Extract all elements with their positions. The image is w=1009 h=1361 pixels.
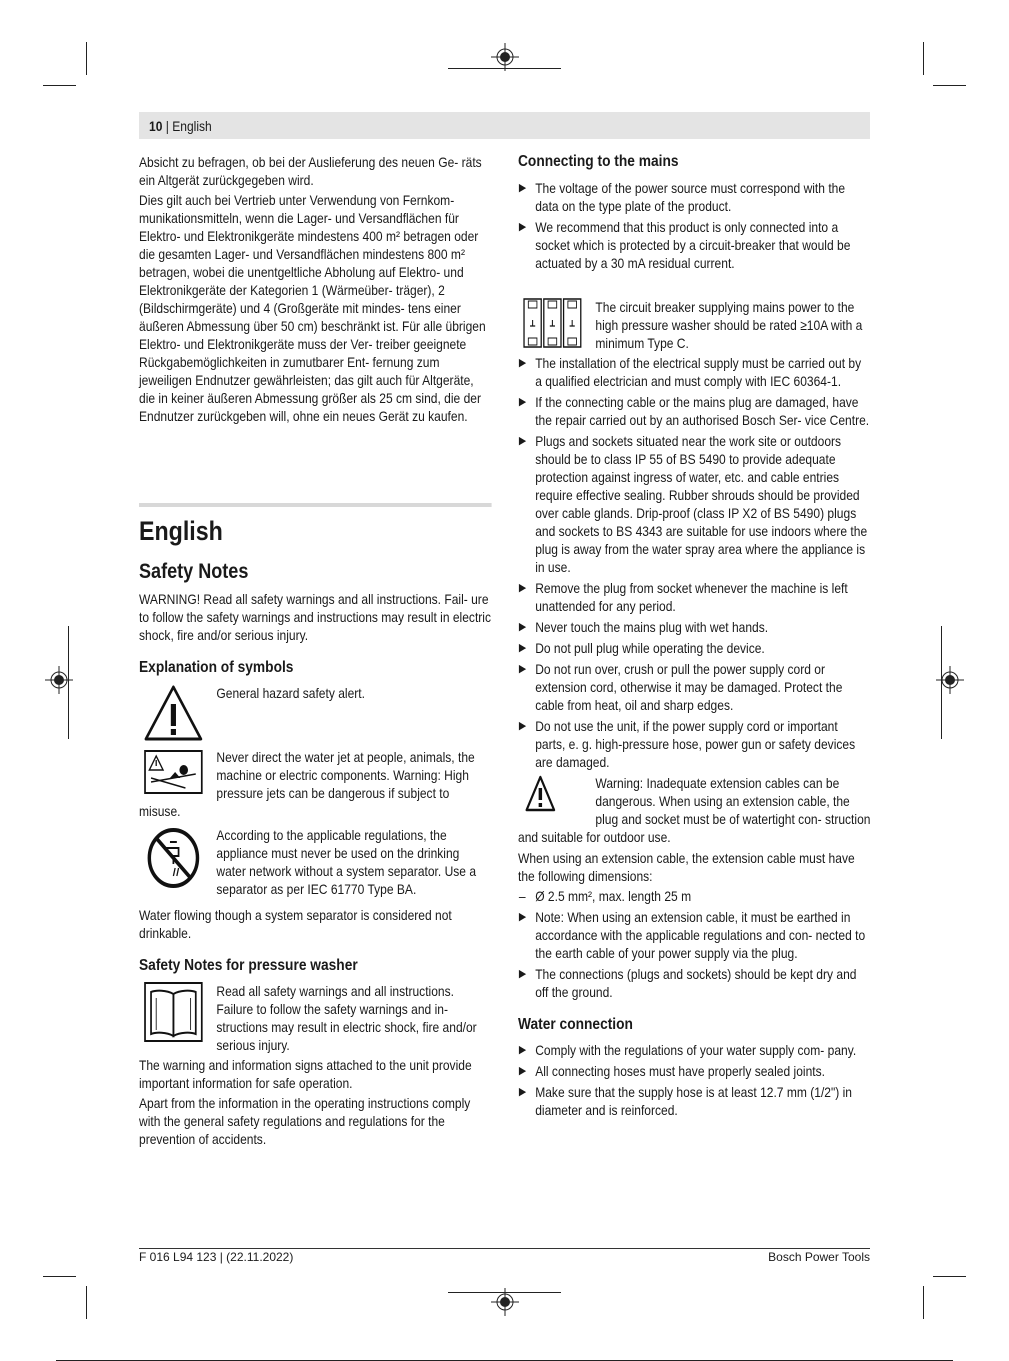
- bullet-item: [518, 1062, 871, 1080]
- water-bullet-list: [518, 1041, 871, 1119]
- symbol-text: Never direct the water jet at people, animals, the machine or electric components. Warning: High pressure jets can be dangerous if subject to misuse.: [139, 749, 475, 819]
- extension-dimensions-intro: When using an extension cable, the extension cable must have the following dimensions:: [518, 850, 855, 884]
- bullet-arrow-icon: ▶: [518, 720, 527, 732]
- page-number: 10: [149, 118, 163, 134]
- symbol-row: [139, 826, 492, 898]
- bullet-text: We recommend that this product is only connected into a socket which is protected by a circuit-breaker that would be actuated by a 30 mA residual current.: [535, 219, 851, 271]
- bullet-text: Do not run over, crush or pull the power supply cord or extension cord, otherwise it may be damaged. Protect the cable from heat, oil and sharp edges.: [535, 661, 843, 713]
- bullet-item: [518, 432, 871, 576]
- bullet-item: [518, 579, 871, 615]
- symbol-row: [139, 982, 492, 1054]
- pressure-washer-heading: Safety Notes for pressure washer: [139, 957, 358, 974]
- symbol-row: [139, 748, 492, 820]
- bullet-arrow-icon: ▶: [518, 182, 527, 194]
- header-language: English: [172, 118, 212, 134]
- bullet-arrow-icon: ▶: [518, 911, 527, 923]
- safety-notes-title: Safety Notes: [139, 560, 249, 583]
- bullet-item: [518, 218, 871, 272]
- left-column: [139, 150, 491, 1148]
- header-separator: |: [162, 118, 173, 134]
- bullet-text: Comply with the regulations of your water supply com- pany.: [535, 1042, 857, 1058]
- bullet-item: [518, 717, 871, 771]
- warning-triangle-icon: [518, 774, 587, 814]
- bullet-arrow-icon: ▶: [518, 221, 527, 233]
- electrical-bullet-list: [518, 354, 871, 771]
- bullet-text: The installation of the electrical supply must be carried out by a qualified electrician and must comply with IEC 60364-1.: [535, 355, 862, 389]
- bullet-text: Do not use the unit, if the power supply cord or important parts, e. g. high-pressure hose, power gun or safety devices are damaged.: [535, 718, 856, 770]
- bullet-arrow-icon: ▶: [518, 642, 527, 654]
- bullet-arrow-icon: ▶: [518, 582, 527, 594]
- bullet-arrow-icon: ▶: [518, 1044, 527, 1056]
- dimension-item: – Ø 2.5 mm², max. length 25 m: [518, 888, 692, 904]
- bullet-arrow-icon: ▶: [518, 968, 527, 980]
- extension-warning: Warning: Inadequate extension cables can be dangerous. When using an extension cable, the plug and socket must be of watertight con- struction and suitable for outdoor use.: [518, 775, 871, 845]
- closing-paragraph: Apart from the information in the operating instructions comply with the general safety regulations and regulations for the prevention of accidents.: [139, 1095, 471, 1147]
- bullet-arrow-icon: ▶: [518, 435, 527, 447]
- water-jet-warning-icon: [139, 748, 208, 796]
- bullet-item: [518, 660, 871, 714]
- bullet-arrow-icon: ▶: [518, 357, 527, 369]
- bullet-item: [518, 354, 871, 390]
- bullet-arrow-icon: ▶: [518, 396, 527, 408]
- closing-paragraph: The warning and information signs attached to the unit provide important information for safe operation.: [139, 1057, 472, 1091]
- manual-text: Read all safety warnings and all instructions. Failure to follow the safety warnings and in- structions may result in electric shock, fire and/or serious injury.: [216, 983, 477, 1053]
- extension-warning-row: [518, 774, 871, 846]
- bullet-text: Do not pull plug while operating the device.: [535, 640, 765, 656]
- earthing-bullet-list: [518, 908, 871, 1001]
- bullet-text: All connecting hoses must have properly sealed joints.: [535, 1063, 825, 1079]
- mains-heading: Connecting to the mains: [518, 153, 679, 170]
- registration-mark-icon: [45, 666, 73, 694]
- bullet-arrow-icon: ▶: [518, 663, 527, 675]
- water-note: Water flowing though a system separator is considered not drinkable.: [139, 907, 452, 941]
- circuit-breaker-icon: [518, 298, 587, 348]
- intro-paragraph: Absicht zu befragen, ob bei der Auslieferung des neuen Ge- räts ein Altgerät zurückgegeben wird.: [139, 154, 482, 188]
- warning-text: WARNING! Read all safety warnings and all instructions. Fail- ure to follow the safety warnings and instructions may result in electric shock, fire and/or serious injury.: [139, 591, 491, 643]
- symbol-text: General hazard safety alert.: [216, 685, 365, 701]
- bullet-item: [518, 1083, 871, 1119]
- section-divider: [139, 503, 492, 507]
- mains-bullet-list: [518, 179, 871, 272]
- symbol-row: [139, 684, 492, 742]
- no-drinking-water-icon: [139, 826, 208, 890]
- bullet-item: [518, 393, 871, 429]
- footer-document-id: F 016 L94 123 | (22.11.2022): [139, 1250, 294, 1264]
- symbols-heading: Explanation of symbols: [139, 659, 294, 676]
- bullet-text: If the connecting cable or the mains plug are damaged, have the repair carried out by an authorised Bosch Ser- vice Centre.: [535, 394, 870, 428]
- hazard-triangle-icon: [139, 684, 208, 742]
- bullet-text: Plugs and sockets situated near the work site or outdoors should be to class IP 55 of BS 5490 to provide adequate protection against ingress of water, etc. and cable entries require effective sealing. Rubber shrouds should be provided over cable glands. Drip-proof (class IP X2 of BS 5490) plugs and sockets to BS 4343 are suitable for use indoors where the plug is away from the water spray area where the appliance is in use.: [535, 433, 868, 575]
- breaker-row: [518, 298, 871, 352]
- header-text: [149, 117, 212, 135]
- page-header: [139, 112, 870, 139]
- bullet-arrow-icon: ▶: [518, 1086, 527, 1098]
- bullet-item: [518, 1041, 871, 1059]
- breaker-text: The circuit breaker supplying mains power to the high pressure washer should be rated ≥10A with a minimum Type C.: [595, 299, 863, 351]
- dimension-text: Ø 2.5 mm², max. length 25 m: [535, 888, 692, 904]
- bullet-text: Note: When using an extension cable, it must be earthed in accordance with the applicable regulations and con- nected to the earth cable of your power supply via the plug.: [535, 909, 866, 961]
- bullet-text: The voltage of the power source must correspond with the data on the type plate of the product.: [535, 180, 846, 214]
- section-title: English: [139, 516, 223, 546]
- registration-mark-icon: [936, 666, 964, 694]
- bullet-text: Make sure that the supply hose is at least 12.7 mm (1/2") in diameter and is reinforced.: [535, 1084, 853, 1118]
- bullet-item: [518, 639, 871, 657]
- footer-brand: Bosch Power Tools: [768, 1250, 870, 1264]
- registration-mark-icon: [491, 43, 519, 71]
- registration-mark-icon: [491, 1288, 519, 1316]
- right-column: [518, 150, 870, 1122]
- bullet-item: [518, 618, 871, 636]
- bullet-item: [518, 908, 871, 962]
- water-connection-heading: Water connection: [518, 1016, 633, 1033]
- read-manual-icon: [139, 982, 208, 1042]
- intro-paragraph: Dies gilt auch bei Vertrieb unter Verwendung von Fernkom- munikationsmitteln, wenn die Lager- und Versandflächen für Elektro- und Elektronikgeräte mindestens 400 m² betragen oder die gesamten Lager- und Versandflächen mindestens 800 m² betragen, wobei die unentgeltliche Abholung auf Elektro- und Elektronikgeräte der Kategorien 1 (Wärmeüber- träger), 2 (Bildschirmgeräte) und 4 (Großgeräte mit mindes- tens einer äußeren Abmessung über 50 cm) beschränkt ist. Für alle übrigen Elektro- und Elektronikgeräte muss der Ver- treiber geeignete Rückgabemöglichkeiten in zumutbarer Ent- fernung zum jeweiligen Endnutzer gewährleisten; das gilt auch für Altgeräte, die in keiner äußeren Abmessung größer als 25 cm sind, die der Endnutzer zurückgeben will, ohne ein neues Gerät zu kaufen.: [139, 192, 486, 424]
- bullet-text: The connections (plugs and sockets) should be kept dry and off the ground.: [535, 966, 857, 1000]
- bullet-arrow-icon: ▶: [518, 1065, 527, 1077]
- bullet-text: Remove the plug from socket whenever the machine is left unattended for any period.: [535, 580, 848, 614]
- bullet-arrow-icon: ▶: [518, 621, 527, 633]
- bullet-text: Never touch the mains plug with wet hands.: [535, 619, 769, 635]
- bullet-item: [518, 965, 871, 1001]
- symbol-text: According to the applicable regulations, the appliance must never be used on the drinking water network without a system separator. Use a separator as per IEC 61770 Type BA.: [216, 827, 477, 897]
- bullet-item: [518, 179, 871, 215]
- footer-rule: [139, 1248, 870, 1249]
